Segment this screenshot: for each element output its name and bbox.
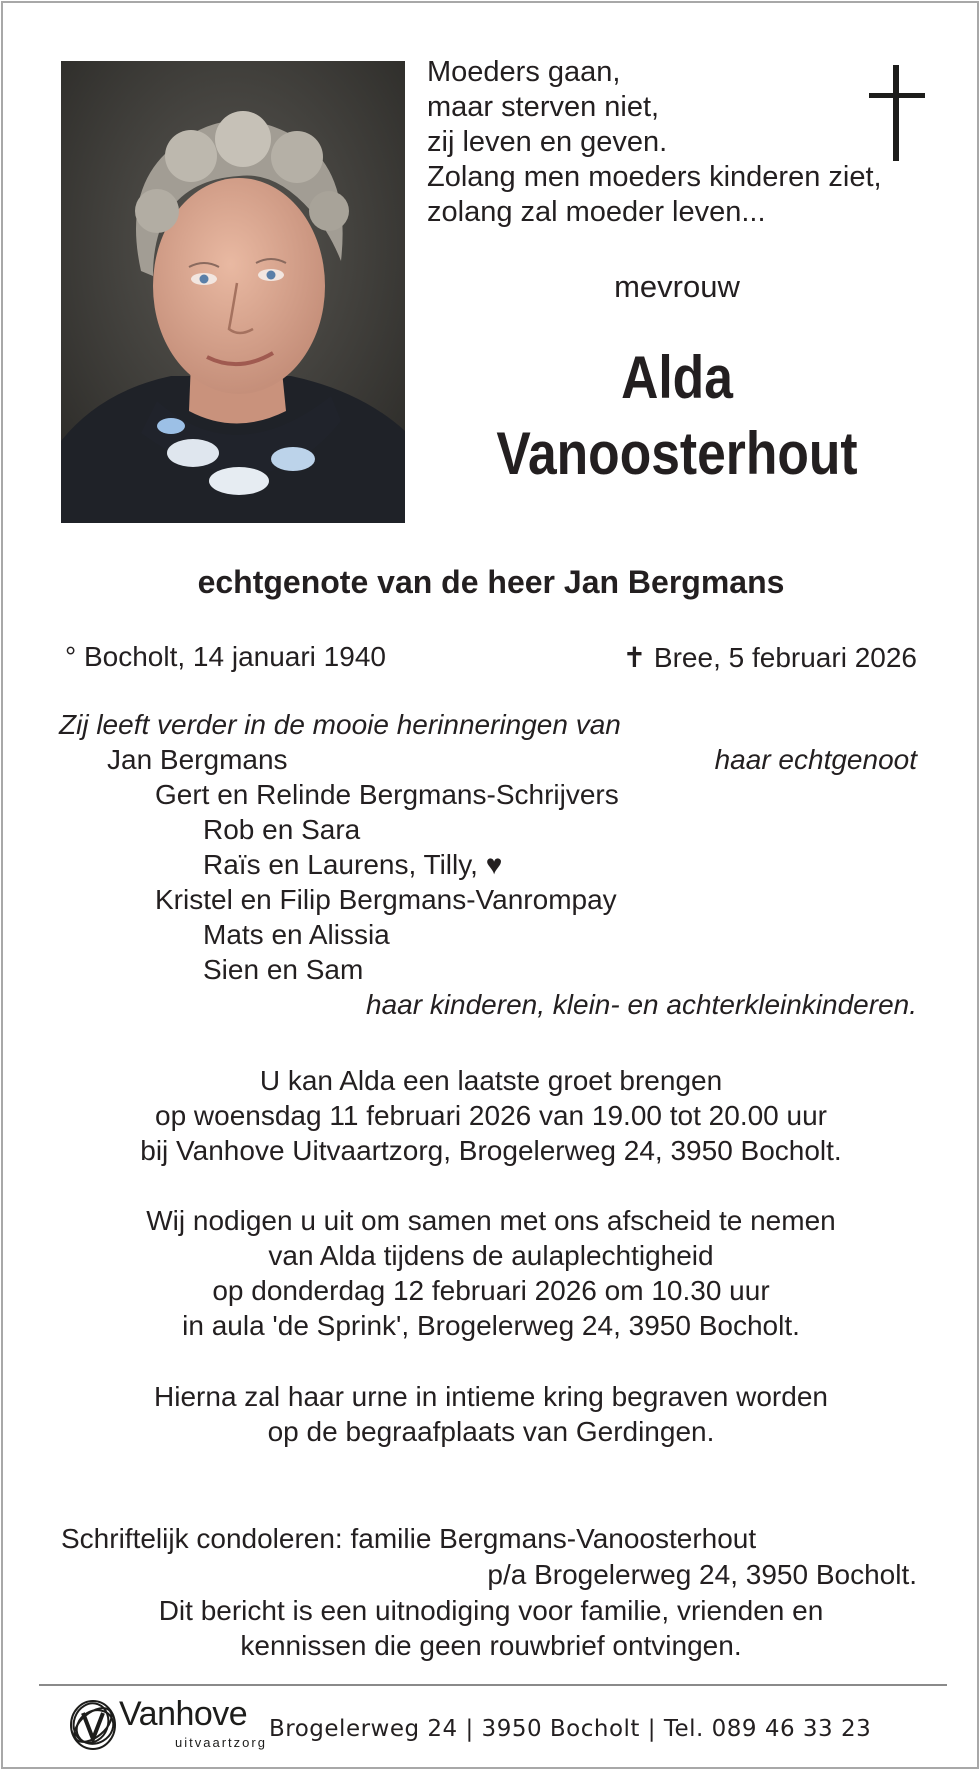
family-children-role: haar kinderen, klein- en achterkleinkinderen. bbox=[366, 989, 917, 1020]
portrait-illustration bbox=[61, 61, 405, 523]
vanhove-logo-icon bbox=[67, 1697, 119, 1753]
condolence-line: Schriftelijk condoleren: familie Bergmans-Vanoosterhout bbox=[61, 1523, 757, 1554]
ceremony-block bbox=[3, 1203, 979, 1343]
burial-line: op de begraafplaats van Gerdingen. bbox=[267, 1416, 715, 1447]
family-grandchild: Mats en Alissia bbox=[203, 919, 390, 950]
condolence-address: p/a Brogelerweg 24, 3950 Bocholt. bbox=[487, 1559, 917, 1590]
footer-divider bbox=[39, 1684, 947, 1686]
family-husband-role: haar echtgenoot bbox=[714, 744, 917, 775]
burial-line: Hierna zal haar urne in intieme kring begraven worden bbox=[154, 1381, 828, 1412]
poem bbox=[427, 55, 882, 230]
cross-icon bbox=[893, 65, 899, 161]
deceased-first-name: Alda bbox=[621, 344, 733, 411]
poem-line: zij leven en geven. bbox=[427, 126, 668, 158]
family-child: Gert en Relinde Bergmans-Schrijvers bbox=[155, 779, 619, 810]
poem-line: maar sterven niet, bbox=[427, 91, 660, 123]
visitation-line: op woensdag 11 februari 2026 van 19.00 tot 20.00 uur bbox=[155, 1100, 827, 1131]
ceremony-line: in aula 'de Sprink', Brogelerweg 24, 3950 Bocholt. bbox=[182, 1310, 800, 1341]
family-grandchild: Sien en Sam bbox=[203, 954, 364, 985]
visitation-line: U kan Alda een laatste groet brengen bbox=[259, 1065, 723, 1096]
footer-contact: Brogelerweg 24 | 3950 Bocholt | Tel. 089 46 33 23 bbox=[269, 1716, 872, 1742]
obituary-card bbox=[1, 1, 979, 1769]
spouse-line: echtgenote van de heer Jan Bergmans bbox=[197, 564, 785, 600]
salutation: mevrouw bbox=[614, 269, 740, 304]
condolence-notice bbox=[3, 1593, 979, 1663]
ceremony-line: van Alda tijdens de aulaplechtigheid bbox=[268, 1240, 714, 1271]
deceased-last-name: Vanoosterhout bbox=[496, 420, 858, 487]
family-grandchild: Raïs en Laurens, Tilly, ♥ bbox=[203, 849, 503, 880]
logo-subtitle: uitvaartzorg bbox=[175, 1735, 267, 1750]
visitation-line: bij Vanhove Uitvaartzorg, Brogelerweg 24, 3950 Bocholt. bbox=[140, 1135, 842, 1166]
birth-info: ° Bocholt, 14 januari 1940 bbox=[65, 641, 386, 672]
ceremony-line: op donderdag 12 februari 2026 om 10.30 uur bbox=[212, 1275, 770, 1306]
family-husband: Jan Bergmans bbox=[107, 744, 288, 775]
family-intro: Zij leeft verder in de mooie herinneringen van bbox=[59, 709, 621, 740]
family-child: Kristel en Filip Bergmans-Vanrompay bbox=[155, 884, 617, 915]
ceremony-line: Wij nodigen u uit om samen met ons afscheid te nemen bbox=[146, 1205, 836, 1236]
poem-line: Zolang men moeders kinderen ziet, bbox=[427, 161, 882, 193]
portrait-photo bbox=[61, 61, 405, 523]
funeral-home-logo bbox=[67, 1693, 267, 1757]
burial-block bbox=[3, 1379, 979, 1449]
logo-name: Vanhove bbox=[119, 1695, 248, 1733]
visitation-block bbox=[3, 1063, 979, 1168]
family-grandchild: Rob en Sara bbox=[203, 814, 361, 845]
condolence-notice-line: Dit bericht is een uitnodiging voor familie, vrienden en bbox=[158, 1595, 824, 1626]
death-info: ✝ Bree, 5 februari 2026 bbox=[622, 642, 917, 673]
condolence-notice-line: kennissen die geen rouwbrief ontvingen. bbox=[240, 1630, 742, 1661]
poem-line: Moeders gaan, bbox=[427, 56, 621, 88]
poem-line: zolang zal moeder leven... bbox=[427, 196, 766, 228]
